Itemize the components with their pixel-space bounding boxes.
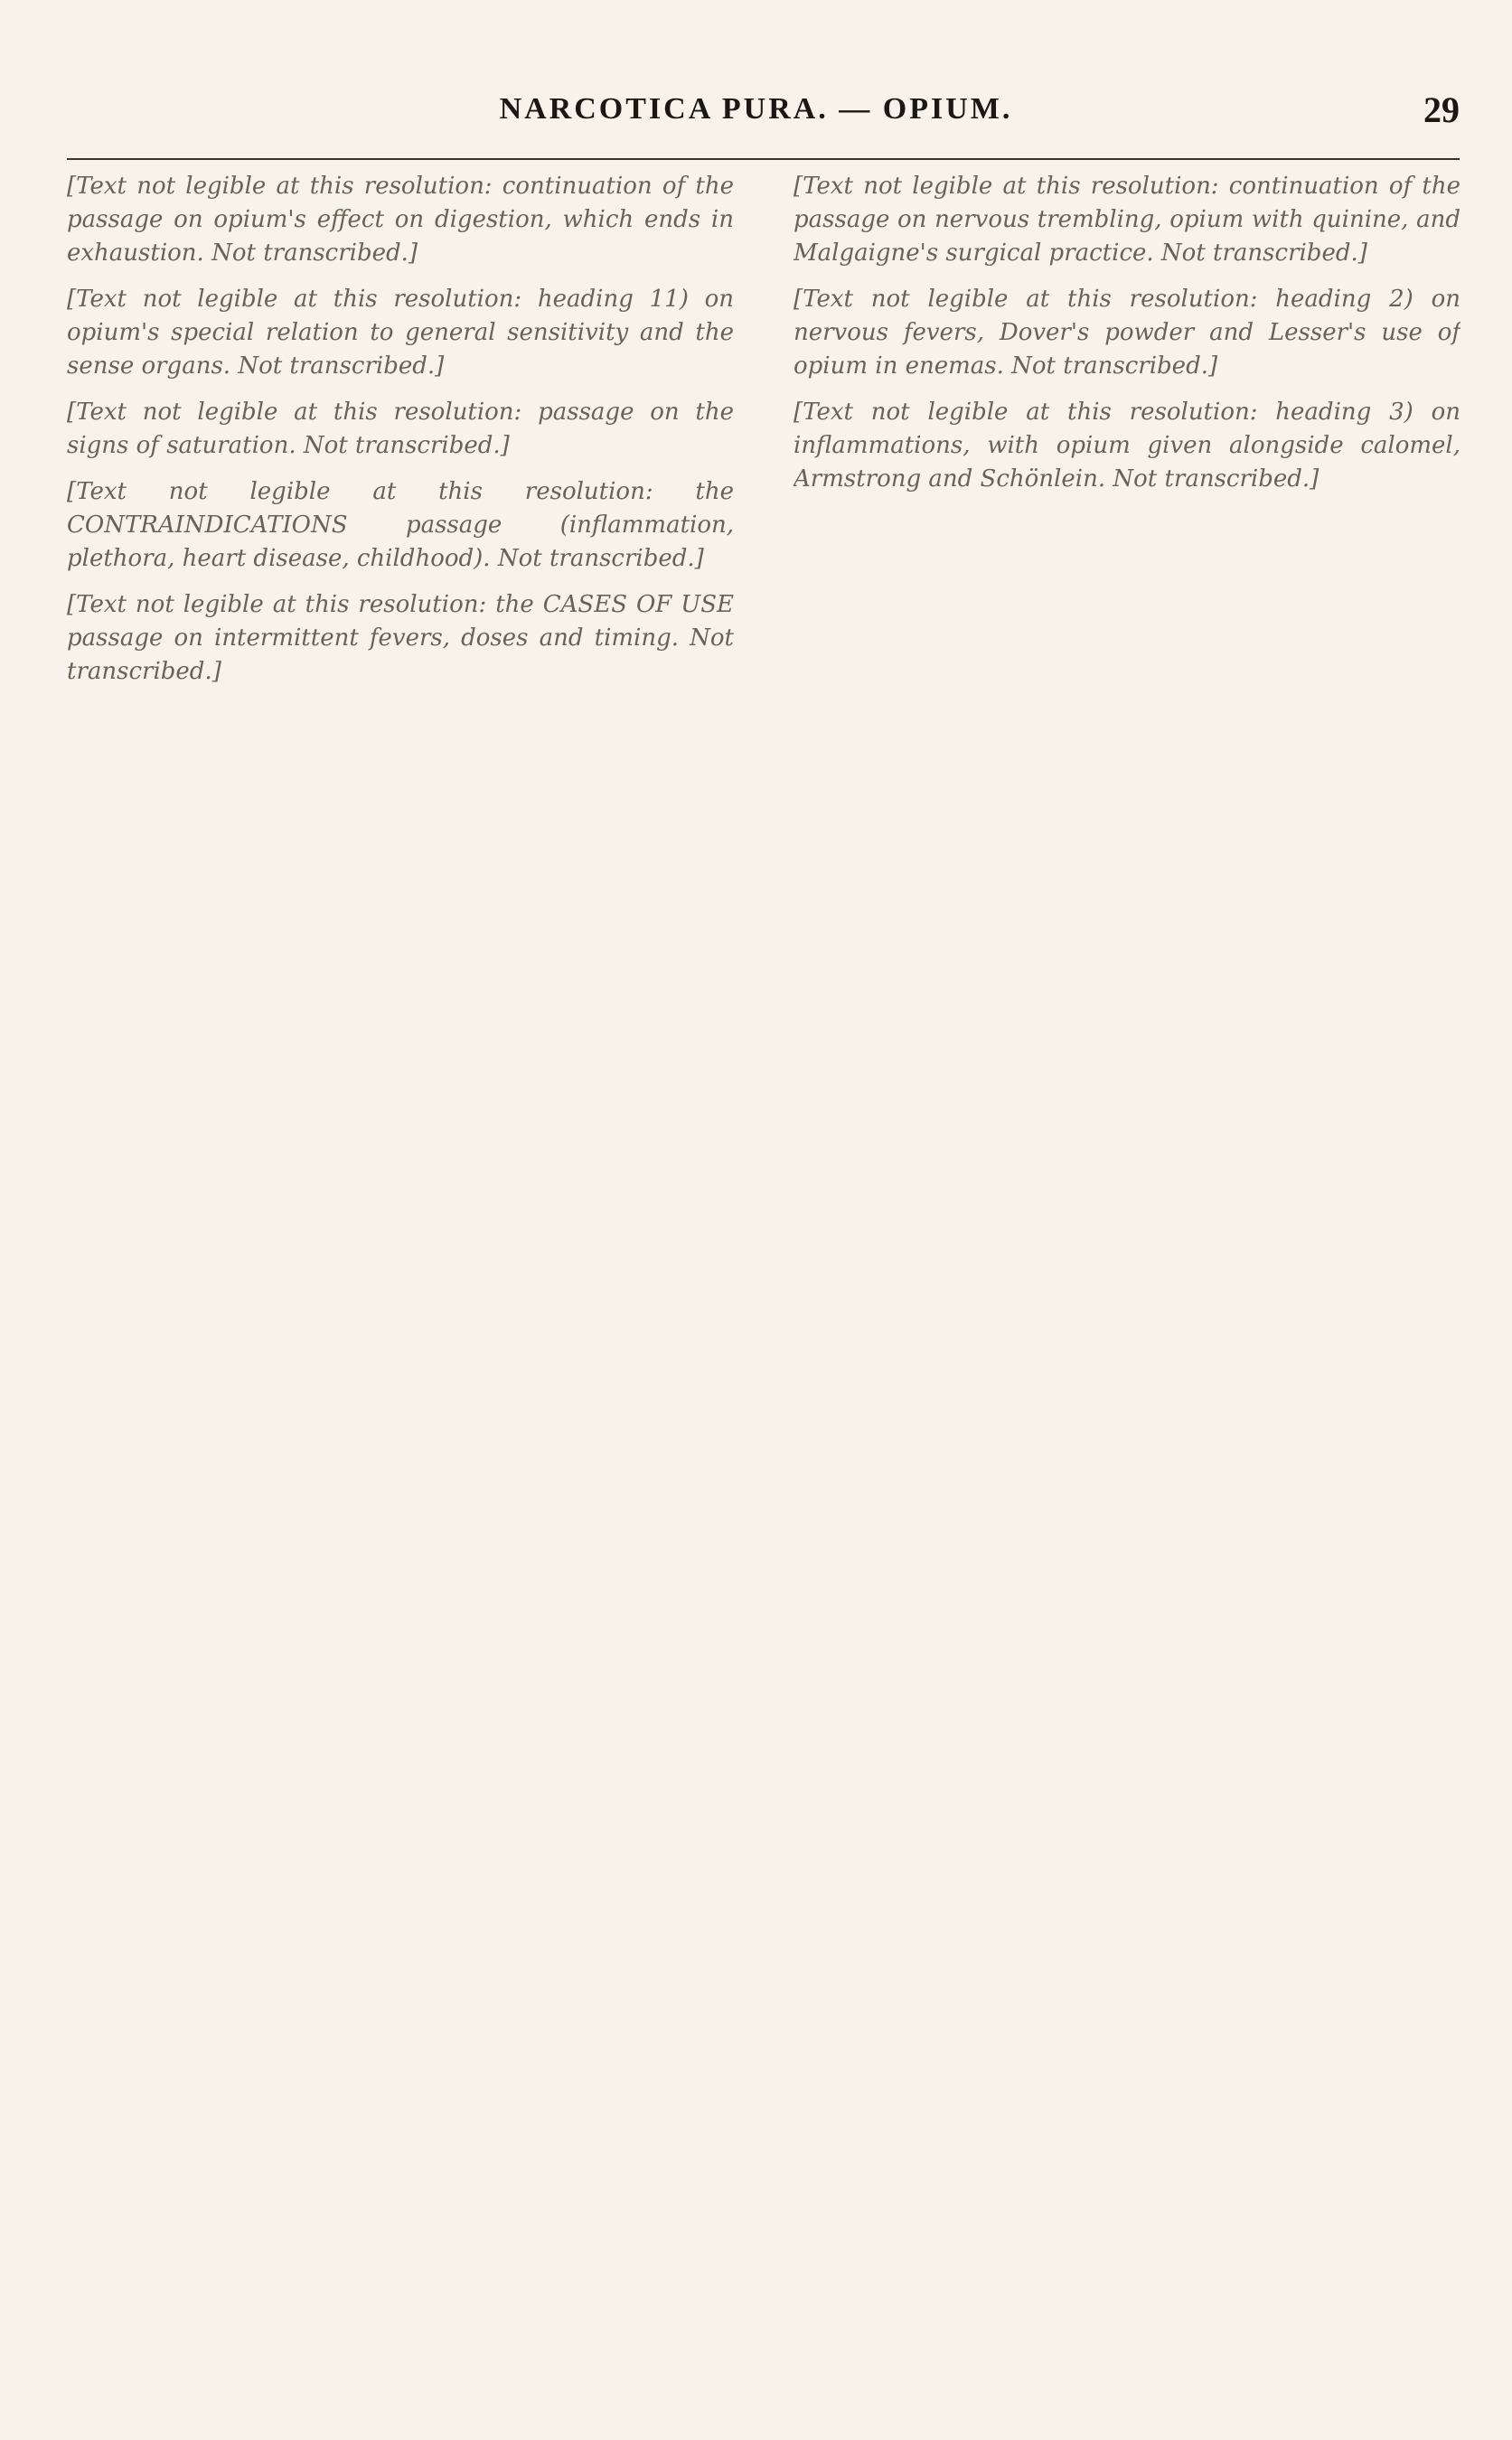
header-rule bbox=[67, 158, 1460, 160]
paragraph: [Text not legible at this resolution: continuation of the passage on nervous trembling, opium with quinine, and Malgaigne's surgical practice. Not transcribed.] bbox=[794, 173, 1460, 267]
paragraph: [Text not legible at this resolution: heading 11) on opium's special relation to general sensitivity and the sense organs. Not transcribed.] bbox=[67, 286, 734, 380]
right-column bbox=[794, 170, 1460, 2384]
running-head bbox=[0, 83, 1512, 146]
page-number: 29 bbox=[1423, 89, 1460, 130]
paragraph: [Text not legible at this resolution: continuation of the passage on opium's effect on digestion, which ends in exhaustion. Not transcribed.] bbox=[67, 173, 734, 267]
paragraph: [Text not legible at this resolution: the CASES OF USE passage on intermittent fevers, doses and timing. Not transcribed.] bbox=[67, 591, 734, 685]
paragraph: [Text not legible at this resolution: the CONTRAINDICATIONS passage (inflammation, plethora, heart disease, childhood). Not transcribed.] bbox=[67, 478, 734, 572]
paragraph: [Text not legible at this resolution: heading 2) on nervous fevers, Dover's powder and Lesser's use of opium in enemas. Not transcribed.] bbox=[794, 286, 1460, 380]
paragraph: [Text not legible at this resolution: heading 3) on inflammations, with opium given alongside calomel, Armstrong and Schönlein. Not transcribed.] bbox=[794, 399, 1460, 493]
paragraph: [Text not legible at this resolution: passage on the signs of saturation. Not transcribed.] bbox=[67, 399, 734, 459]
running-title: NARCOTICA PURA. — OPIUM. bbox=[499, 92, 1013, 126]
left-column bbox=[67, 170, 734, 2384]
